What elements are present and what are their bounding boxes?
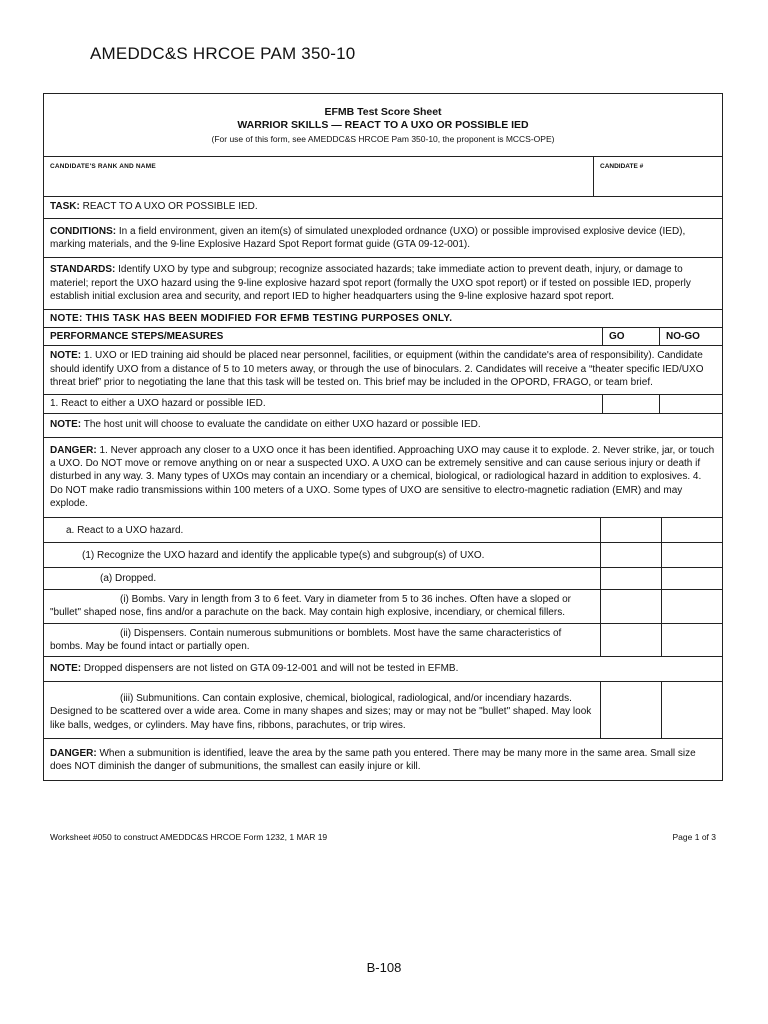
note-text: The host unit will choose to evaluate the candidate on either UXO hazard or possible IED. <box>83 419 481 431</box>
title-block <box>44 94 722 157</box>
performance-steps-header: PERFORMANCE STEPS/MEASURES <box>44 328 603 345</box>
step-description: (a) Dropped. <box>44 568 601 588</box>
candidate-row <box>44 157 722 197</box>
sheet-subtitle: WARRIOR SKILLS — REACT TO A UXO OR POSSIBLE IED <box>237 119 529 132</box>
standards-row <box>44 258 722 309</box>
step-row-dispensers <box>44 624 722 658</box>
candidate-number-label: CANDIDATE # <box>600 163 644 171</box>
go-checkbox[interactable] <box>601 568 662 588</box>
go-checkbox[interactable] <box>601 682 662 738</box>
danger-row-1 <box>44 438 722 518</box>
step-description: (iii) Submunitions. Can contain explosive, chemical, biological, radiological, and/or incendiary hazards. Designed to be scattered over a wide area. Come in many shapes and sizes; may or may not be "bullet" shaped. May look like balls, wedges, or cylinders. May have fins, ribbons, parachutes, or trip wires. <box>44 682 601 738</box>
note-label: NOTE: <box>50 419 82 431</box>
note-row-3 <box>44 657 722 681</box>
step-description: 1. React to either a UXO hazard or possible IED. <box>44 395 603 413</box>
standards-label: STANDARDS: <box>50 264 116 276</box>
go-checkbox[interactable] <box>601 590 662 623</box>
conditions-row <box>44 219 722 259</box>
task-label: TASK: <box>50 201 80 213</box>
danger-text: 1. Never approach any closer to a UXO once it has been identified. Approaching UXO may cause it to explode. 2. Never strike, jar, or touch a UXO. Do NOT move or remove anything on or near a suspected UXO. A UXO can be extremely sensitive and can cause serious injury or death if disturbed in any way. 3. Many types of UXOs may contain an incendiary or a chemical, biological, or radiological hazard in addition to explosives. 4. Do NOT make radio transmissions within 100 meters of a UXO. Some types of UXO are sensitive to electro-magnetic radiation (EMR) and may explode. <box>50 444 715 510</box>
note-text: Dropped dispensers are not listed on GTA 09-12-001 and will not be tested in EFMB. <box>83 663 459 675</box>
go-checkbox[interactable] <box>601 543 662 567</box>
step-row-1 <box>44 395 722 414</box>
step-description: (1) Recognize the UXO hazard and identify the applicable type(s) and subgroup(s) of UXO. <box>44 543 601 567</box>
modified-note: NOTE: THIS TASK HAS BEEN MODIFIED FOR EFMB TESTING PURPOSES ONLY. <box>44 310 722 328</box>
task-text: REACT TO A UXO OR POSSIBLE IED. <box>82 201 258 213</box>
go-checkbox[interactable] <box>603 395 660 413</box>
footer-page-count: Page 1 of 3 <box>672 832 716 842</box>
step-row-bombs <box>44 590 722 624</box>
nogo-checkbox[interactable] <box>662 518 722 542</box>
sheet-usage-note: (For use of this form, see AMEDDC&S HRCOE Pam 350-10, the proponent is MCCS-OPE) <box>211 133 555 144</box>
standards-text: Identify UXO by type and subgroup; recognize associated hazards; take immediate action to prevent death, injury, or damage to materiel; report the UXO hazard using the 9-line explosive hazard spot report (formally the UXO spot report) or if tested on possible IED, properly establish initial exclusion area and security, and report IED to higher headquarters using the 9-line explosive hazard spot report. <box>50 264 691 303</box>
step-row-a <box>44 518 722 543</box>
go-checkbox[interactable] <box>601 518 662 542</box>
step-description: (ii) Dispensers. Contain numerous submunitions or bomblets. Most have the same characteristics of bombs. May be found intact or partially open. <box>44 624 601 657</box>
danger-row-2 <box>44 739 722 780</box>
performance-header-row <box>44 328 722 346</box>
note-label: NOTE: <box>50 663 82 675</box>
nogo-header: NO-GO <box>666 331 700 343</box>
task-row <box>44 197 722 218</box>
score-sheet <box>43 93 723 781</box>
candidate-number-field[interactable] <box>594 157 722 196</box>
nogo-checkbox[interactable] <box>660 395 722 413</box>
footer <box>50 832 716 842</box>
conditions-label: CONDITIONS: <box>50 225 117 237</box>
danger-label: DANGER: <box>50 748 97 759</box>
document-header: AMEDDC&S HRCOE PAM 350-10 <box>90 44 356 63</box>
footer-worksheet-ref: Worksheet #050 to construct AMEDDC&S HRCOE Form 1232, 1 MAR 19 <box>50 832 328 842</box>
nogo-checkbox[interactable] <box>662 568 722 588</box>
candidate-name-field[interactable] <box>44 157 594 196</box>
note-row-1 <box>44 346 722 394</box>
nogo-checkbox[interactable] <box>662 543 722 567</box>
step-row-dropped <box>44 568 722 589</box>
nogo-checkbox[interactable] <box>662 624 722 657</box>
note-row-2 <box>44 414 722 437</box>
note-text: 1. UXO or IED training aid should be placed near personnel, facilities, or equipment (within the candidate's area of responsibility). Candidate should identify UXO from a distance of 5 to 10 meters away, or through the use of binoculars. 2. Candidates will receive a “theater specific IED/UXO threat brief” prior to negotiating the lane that this task will be tested on. This brief may be included in the OPORD, FRAGO, or team brief. <box>50 350 704 389</box>
danger-label: DANGER: <box>50 444 97 456</box>
step-row-a1 <box>44 543 722 568</box>
page-number: B-108 <box>366 960 402 975</box>
step-description: a. React to a UXO hazard. <box>44 518 601 542</box>
conditions-text: In a field environment, given an item(s) of simulated unexploded ordnance (UXO) or possible improvised explosive device (IED), marking materials, and the 9-line Explosive Hazard Spot Report format guide (GTA 09-12-001). <box>50 225 686 251</box>
sheet-title: EFMB Test Score Sheet <box>324 106 442 118</box>
danger-text: When a submunition is identified, leave the area by the same path you entered. There may be many more in the same area. Small size does NOT diminish the danger of submunitions, the smallest can easily injure or kill. <box>50 748 696 773</box>
go-checkbox[interactable] <box>601 624 662 657</box>
nogo-checkbox[interactable] <box>662 682 722 738</box>
note-label: NOTE: <box>50 350 82 362</box>
go-header: GO <box>603 328 660 345</box>
nogo-checkbox[interactable] <box>662 590 722 623</box>
step-row-submunitions <box>44 682 722 739</box>
candidate-name-label: CANDIDATE'S RANK AND NAME <box>50 163 156 171</box>
step-description: (i) Bombs. Vary in length from 3 to 6 feet. Vary in diameter from 5 to 36 inches. Often have a sloped or "bullet" shaped nose, fins and/or a parachute on the back. May contain high explosive, incendiary, or chemical fillers. <box>44 590 601 623</box>
